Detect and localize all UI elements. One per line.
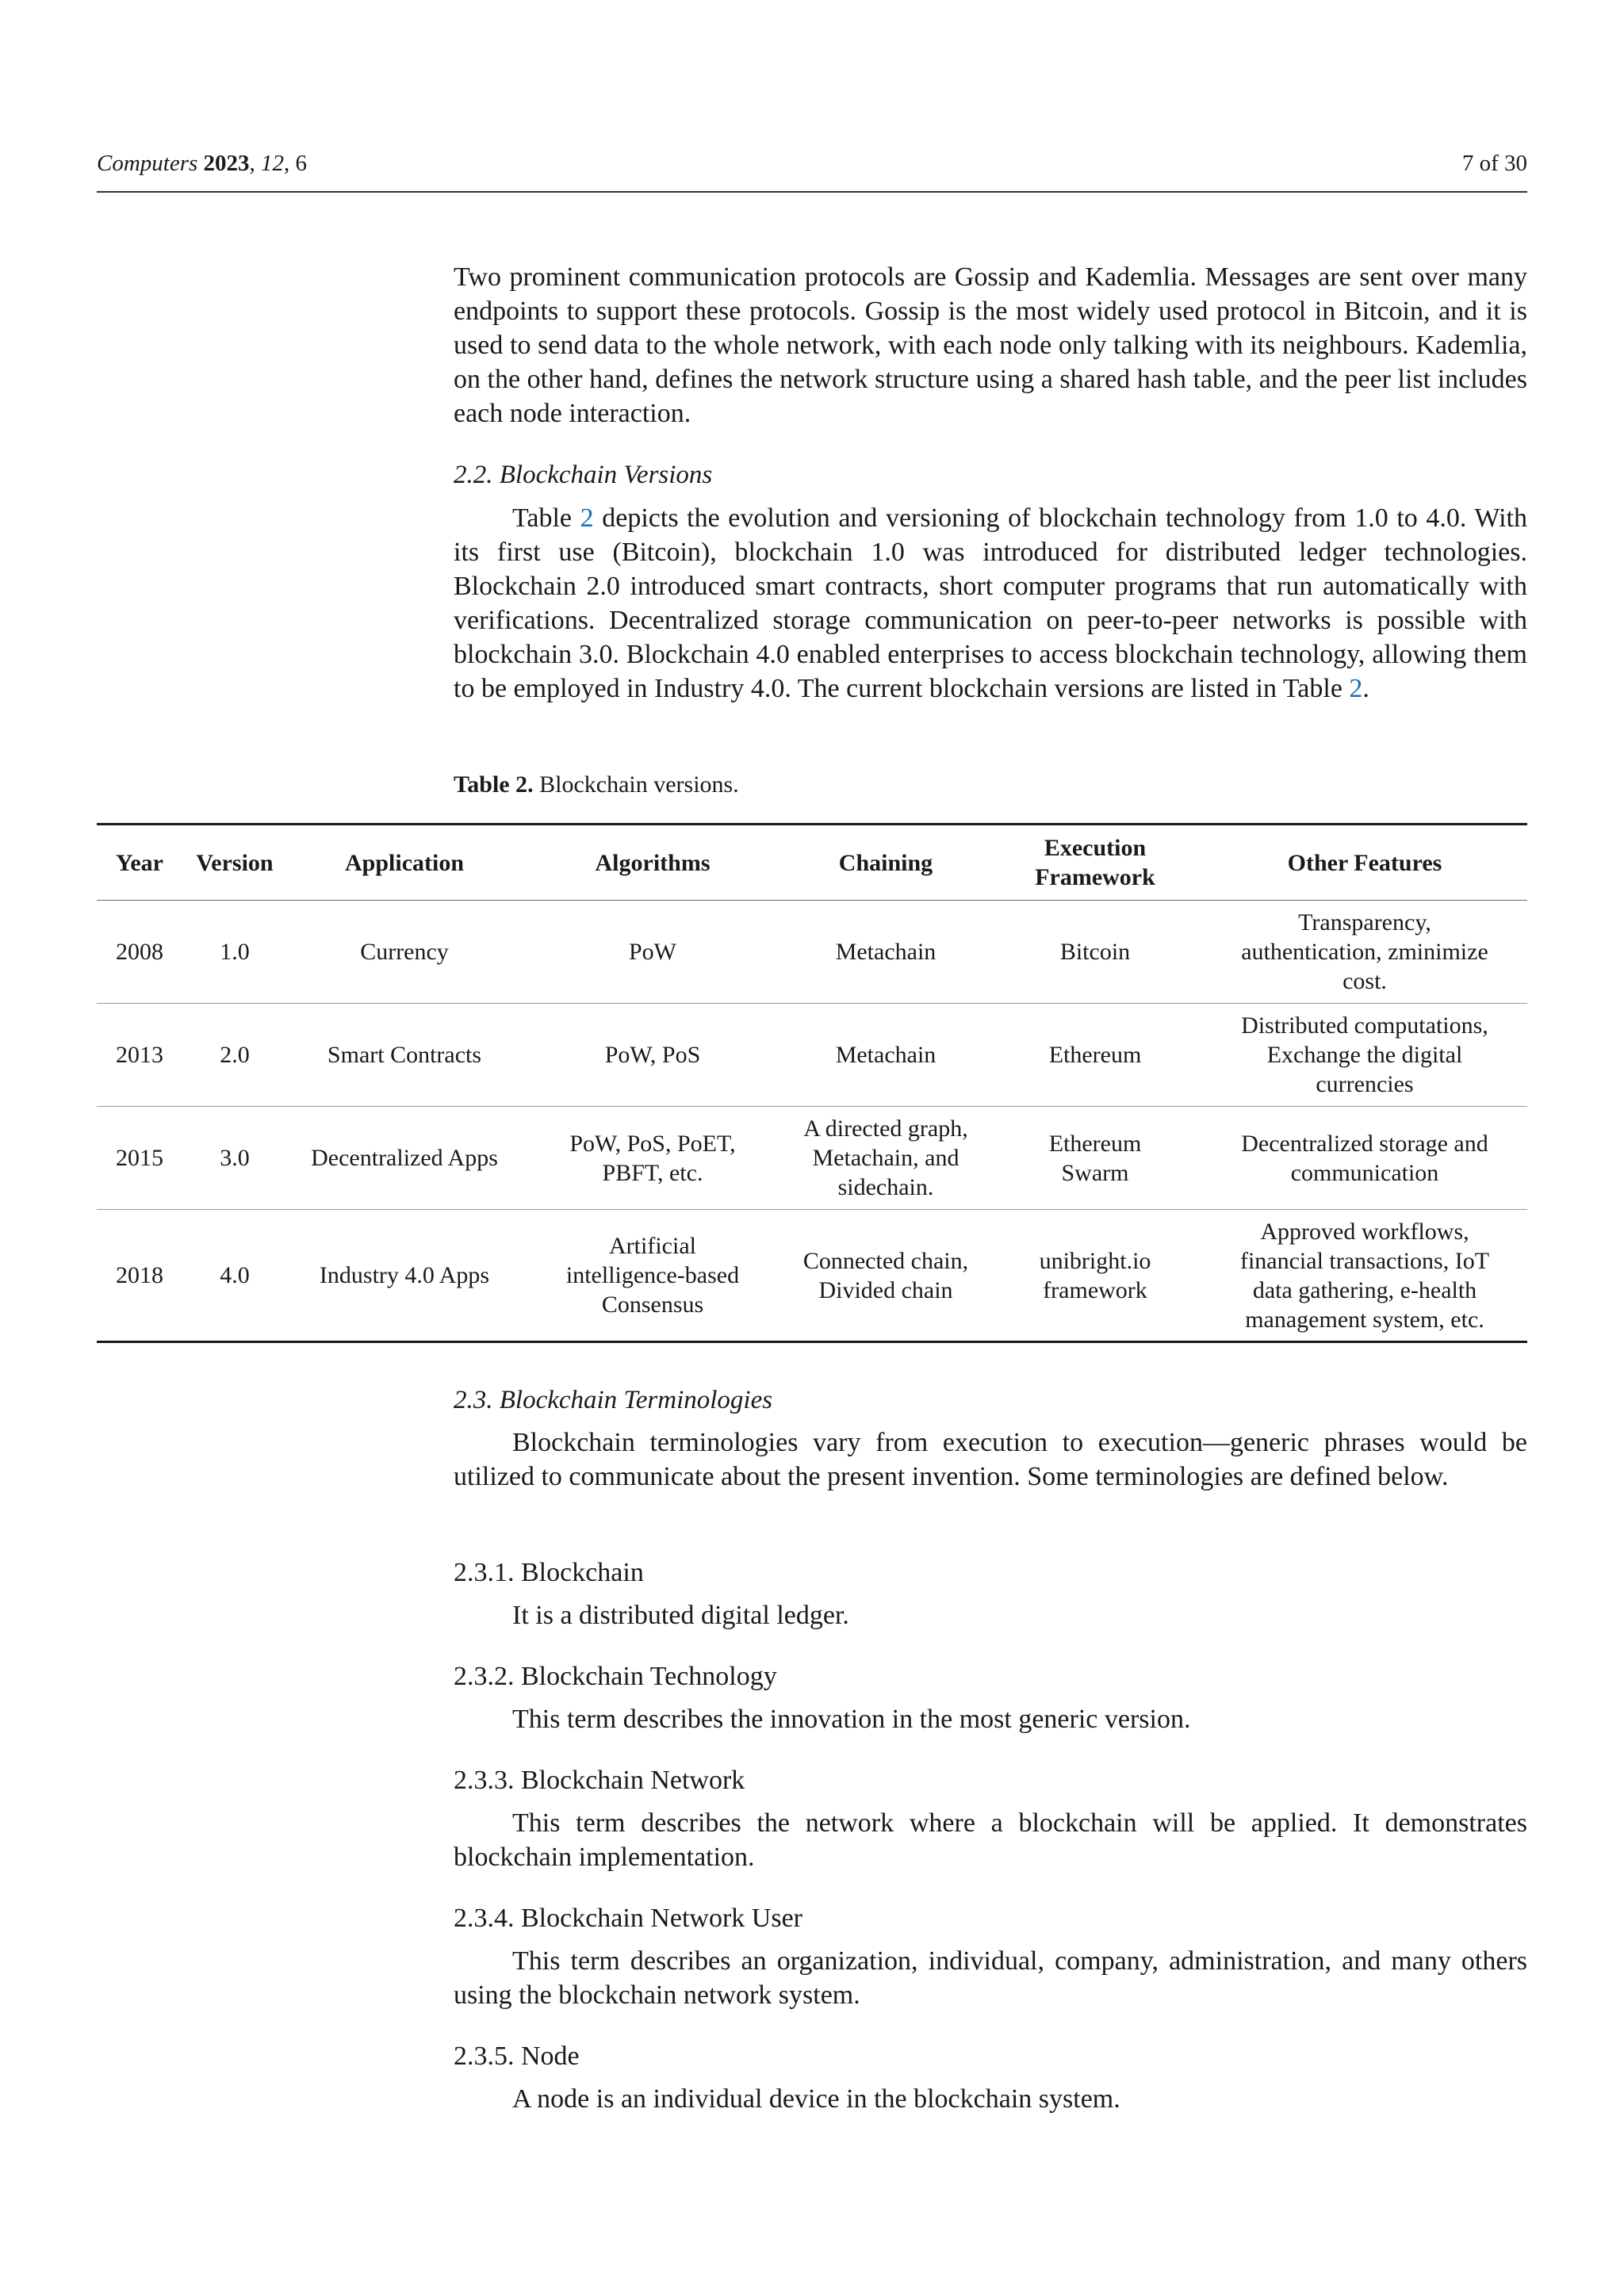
table-row [97,1004,1527,1107]
table-ref-link[interactable]: 2 [1349,674,1363,703]
cell-application: Industry 4.0 Apps [319,1262,490,1288]
table-row [97,901,1527,1004]
table-caption-label: Table 2. [454,771,534,798]
cell-chaining: A directed graph, Metachain, and sidechain. [803,1115,968,1200]
running-header-citation: Computers 2023, 12, 6 [97,151,308,176]
cell-version: 2.0 [220,1042,250,1068]
table-caption [454,769,1527,801]
subsection-text-2-3-2: This term describes the innovation in the most generic version. [512,1705,1191,1734]
cell-year: 2013 [116,1042,163,1068]
table-row [97,1210,1527,1342]
cell-framework: Ethereum Swarm [1048,1130,1142,1186]
cell-application: Decentralized Apps [311,1145,498,1171]
cell-year: 2018 [116,1262,163,1288]
p-text-1: Table [512,503,580,533]
subsection-text-2-3-3: This term describes the network where a blockchain will be applied. It demonstrates blockchain implementation. [454,1808,1527,1872]
p-text-2: depicts the evolution and versioning of blockchain technology from 1.0 to 4.0. With its first use (Bitcoin), blockchain 1.0 was introduced for distributed ledger technologies. Blockchain 2.0 introduced smart contracts, short computer programs that run automatically with verifications. Decentralized storage communication on peer-to-peer networks is possible with blockchain 3.0. Blockchain 4.0 enabled enterprises to access blockchain technology, allowing them to be employed in Industry 4.0. The current blockchain versions are listed in Table [454,503,1527,703]
intro-paragraph: Two prominent communication protocols are Gossip and Kademlia. Messages are sent over many endpoints to support these protocols. Gossip is the most widely used protocol in Bitcoin, and it is used to send data to the whole network, with each node only talking with its neighbours. Kademlia, on the other hand, defines the network structure using a shared hash table, and the peer list includes each node interaction. [454,262,1527,428]
subsection-heading-2-3-5: 2.3.5. Node [454,2042,580,2071]
cell-algorithms: Artificial intelligence-based Consensus [565,1233,740,1318]
p-text-3: . [1362,674,1369,703]
cell-features: Distributed computations, Exchange the digital currencies [1241,1012,1488,1097]
table-header-row [97,825,1527,901]
section-heading-2-2: 2.2. Blockchain Versions [454,461,713,489]
section-2-2-paragraph [454,501,1527,706]
cell-features: Decentralized storage and communication [1241,1130,1488,1186]
col-header-version: Version [196,849,274,876]
col-header-application: Application [344,849,465,876]
header-rule [97,191,1527,193]
cell-application: Currency [360,939,449,965]
cell-features: Approved workflows, financial transactions, IoT data gathering, e-health management system, etc. [1239,1218,1490,1333]
journal-issue: 6 [295,151,308,176]
section-heading-2-3: 2.3. Blockchain Terminologies [454,1386,773,1414]
cell-version: 4.0 [220,1262,250,1288]
col-header-algorithms: Algorithms [595,849,710,876]
cell-chaining: Connected chain, Divided chain [802,1247,969,1303]
cell-year: 2015 [116,1145,163,1171]
subsection-text-2-3-1: It is a distributed digital ledger. [512,1601,849,1630]
section-2-3-paragraph: Blockchain terminologies vary from execution to execution—generic phrases would be utilized to communicate about the present invention. Some terminologies are defined below. [454,1428,1527,1491]
journal-volume: 12 [261,151,285,176]
cell-version: 3.0 [220,1145,250,1171]
cell-algorithms: PoW [629,939,676,965]
table-row [97,1107,1527,1210]
table-ref-link[interactable]: 2 [580,503,594,533]
journal-name: Computers [97,151,198,176]
table-caption-text: Blockchain versions. [533,771,739,798]
cell-algorithms: PoW, PoS, PoET, PBFT, etc. [569,1130,736,1186]
blockchain-versions-table [97,823,1527,1343]
col-header-other-features: Other Features [1287,849,1442,876]
cell-application: Smart Contracts [327,1042,482,1068]
subsection-heading-2-3-3: 2.3.3. Blockchain Network [454,1766,745,1795]
cell-framework: Ethereum [1048,1042,1142,1068]
subsection-text-2-3-5: A node is an individual device in the blockchain system. [512,2084,1120,2114]
cell-algorithms: PoW, PoS [604,1042,701,1068]
subsection-heading-2-3-4: 2.3.4. Blockchain Network User [454,1904,803,1933]
cell-chaining: Metachain [835,1042,936,1068]
col-header-execution-framework: Execution Framework [1035,835,1155,890]
cell-features: Transparency, authentication, zminimize cost. [1241,909,1488,994]
cell-version: 1.0 [220,939,250,965]
col-header-year: Year [116,849,163,876]
cell-year: 2008 [116,939,163,965]
cell-framework: unibright.io framework [1039,1247,1151,1303]
col-header-chaining: Chaining [838,849,933,876]
subsection-heading-2-3-2: 2.3.2. Blockchain Technology [454,1662,777,1691]
cell-chaining: Metachain [835,939,936,965]
subsection-heading-2-3-1: 2.3.1. Blockchain [454,1558,644,1587]
page-number: 7 of 30 [1461,151,1527,176]
subsection-text-2-3-4: This term describes an organization, individual, company, administration, and many others using the blockchain network system. [454,1946,1527,2010]
cell-framework: Bitcoin [1059,939,1131,965]
journal-year: 2023 [203,151,250,176]
